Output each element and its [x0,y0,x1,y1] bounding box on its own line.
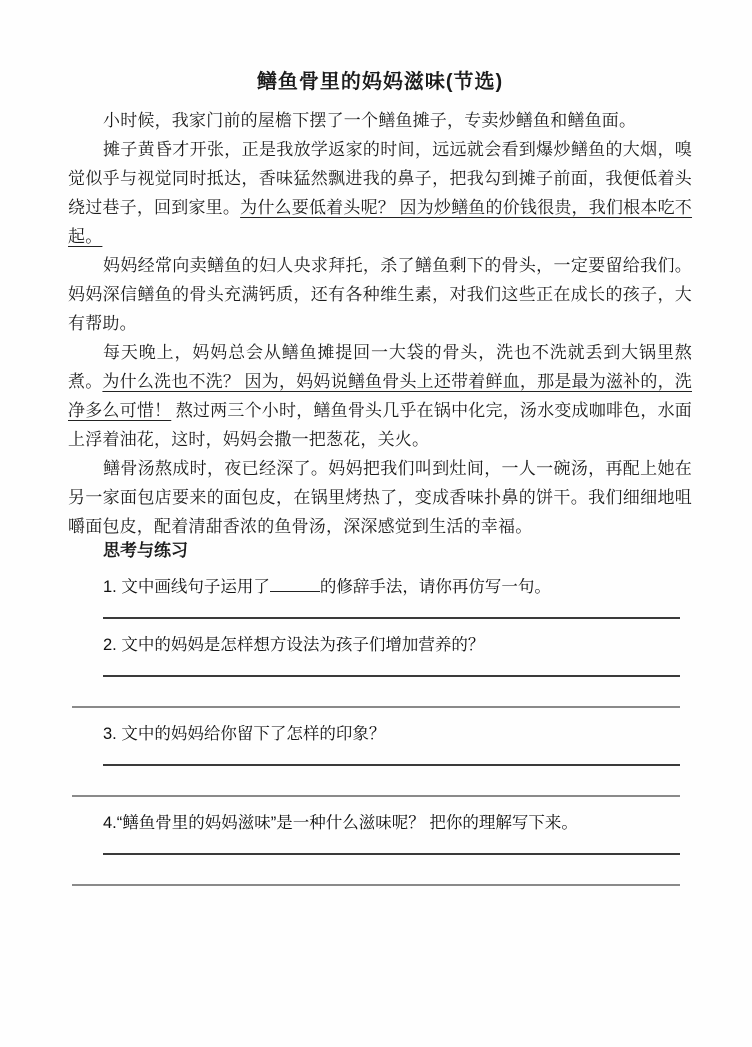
article-title: 鳝鱼骨里的妈妈滋味(节选) [256,71,504,93]
question-text-1 [103,576,692,597]
article-paragraph-5 [68,454,692,541]
text-segment: 3. 文中的妈妈给你留下了怎样的印象？ [103,724,386,743]
underlined-sentence: 为什么洗也不洗？ 因为，妈妈说鳝鱼骨头上还带着鲜血，那是最为滋补的，洗净多么可惜！ [68,372,692,420]
text-segment: 2. 文中的妈妈是怎样想方设法为孩子们增加营养的？ [103,635,485,654]
text-segment: 鳝骨汤熬成时，夜已经深了。妈妈把我们叫到灶间，一人一碗汤，再配上她在另一家面包店要来的面包皮，在锅里烤热了，变成香味扑鼻的饼干。我们细细地咀嚼面包皮，配着清甜香浓的鱼骨汤，深深感觉到生活的幸福。 [68,459,692,536]
text-segment: 4.“鳝鱼骨里的妈妈滋味”是一种什么滋味呢？ 把你的理解写下来。 [103,813,578,832]
text-segment: 熬过两三个小时，鳝鱼骨头几乎在锅中化完，汤水变成咖啡色，水面上浮着油花，这时，妈妈会撒一把葱花，关火。 [68,401,693,449]
question-text-4 [103,814,692,833]
answer-line [103,675,680,677]
answer-line [103,853,680,855]
article-paragraph-2 [68,135,692,251]
question-block-1 [68,576,692,619]
exercise-heading: 思考与练习 [103,541,188,560]
text-segment: 1. 文中画线句子运用了 [103,577,270,596]
text-segment: 妈妈经常向卖鳝鱼的妇人央求拜托，杀了鳝鱼剩下的骨头，一定要留给我们。妈妈深信鳝鱼的骨头充满钙质，还有各种维生素，对我们这些正在成长的孩子，大有帮助。 [68,256,692,333]
text-segment: 小时候，我家门前的屋檐下摆了一个鳝鱼摊子，专卖炒鳝鱼和鳝鱼面。 [103,111,637,130]
underlined-sentence: 为什么要低着头呢？ 因为炒鳝鱼的价钱很贵，我们根本吃不起。 [68,198,693,246]
question-block-2 [68,636,692,708]
fill-in-blank [270,576,320,592]
question-text-3 [103,725,692,744]
answer-line [72,884,680,886]
question-text-2 [103,636,692,655]
question-block-3 [68,725,692,797]
answer-line [72,706,680,708]
text-segment: 摊子黄昏才开张，正是我放学返家的时间，远远就会看到爆炒鳝鱼的大烟，嗅觉似乎与视觉同时抵达，香味猛然飘进我的鼻子，把我勾到摊子前面，我便低着头绕过巷子，回到家里。 [68,140,692,217]
text-segment: 每天晚上，妈妈总会从鳝鱼摊提回一大袋的骨头，洗也不洗就丢到大锅里熬煮。 [68,343,692,391]
answer-line [72,795,680,797]
exercise-section [68,541,692,886]
answer-line [103,617,680,619]
question-list [68,576,692,886]
article-body [68,106,692,541]
text-segment: 的修辞手法，请你再仿写一句。 [319,577,551,596]
article-paragraph-1 [68,106,692,135]
answer-line [103,764,680,766]
article-paragraph-3 [68,251,692,338]
question-block-4 [68,814,692,886]
article-paragraph-4 [68,338,692,454]
